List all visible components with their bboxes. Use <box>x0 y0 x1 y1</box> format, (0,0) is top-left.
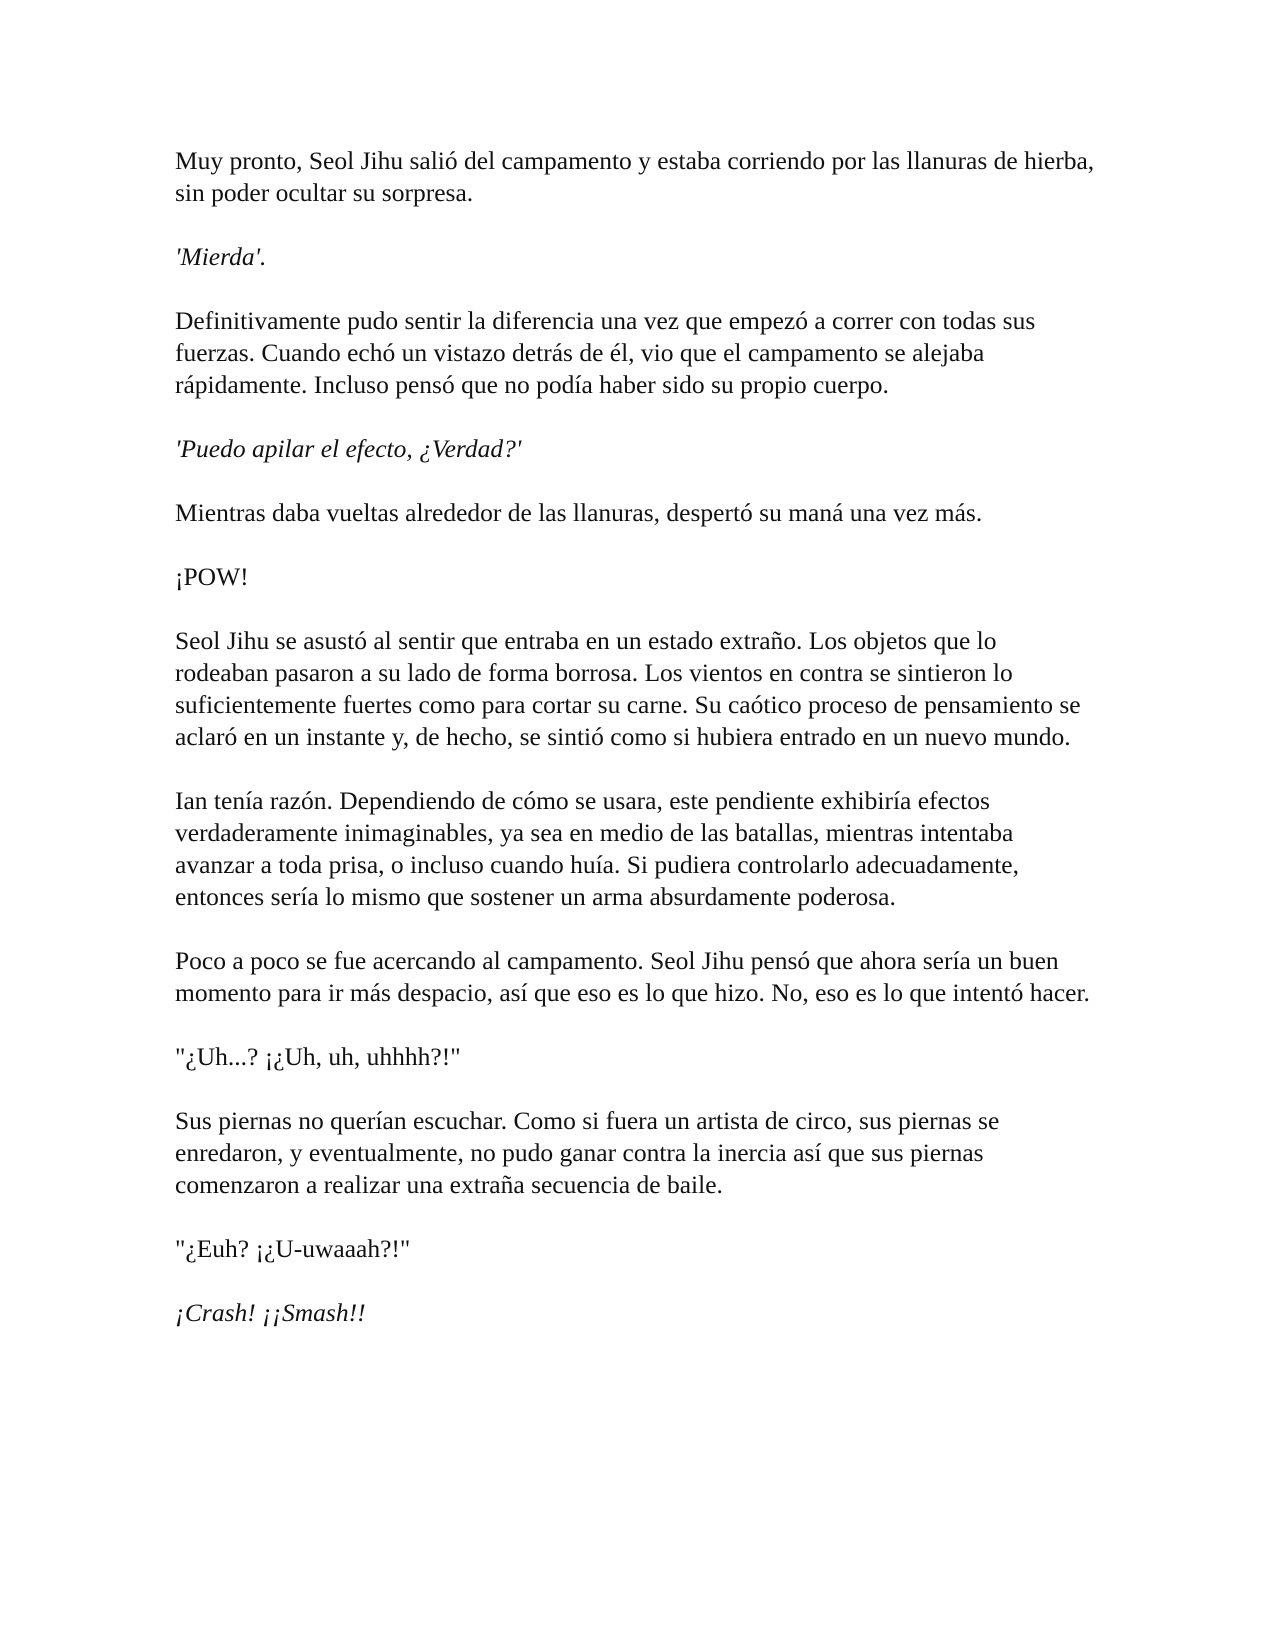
paragraph-2-thought: 'Mierda'. <box>175 242 267 271</box>
paragraph-6-sound: ¡POW! <box>175 562 249 591</box>
paragraph-5: Mientras daba vueltas alrededor de las llanuras, despertó su maná una vez más. <box>175 498 983 527</box>
paragraph-3: Definitivamente pudo sentir la diferencia una vez que empezó a correr con todas sus fuerzas. Cuando echó un vistazo detrás de él, vio que el campamento se alejaba rápidamente. Incluso pensó que no podía haber sido su propio cuerpo. <box>175 306 1036 399</box>
paragraph-11: Sus piernas no querían escuchar. Como si fuera un artista de circo, sus piernas se enredaron, y eventualmente, no pudo ganar contra la inercia así que sus piernas comenzaron a realizar una extraña secuencia de baile. <box>175 1106 1000 1199</box>
body-text <box>175 145 1095 1361</box>
paragraph-1: Muy pronto, Seol Jihu salió del campamento y estaba corriendo por las llanuras de hierba, sin poder ocultar su sorpresa. <box>175 146 1095 207</box>
paragraph-7: Seol Jihu se asustó al sentir que entraba en un estado extraño. Los objetos que lo rodeaban pasaron a su lado de forma borrosa. Los vientos en contra se sintieron lo suficientemente fuertes como para cortar su carne. Su caótico proceso de pensamiento se aclaró en un instante y, de hecho, se sintió como si hubiera entrado en un nuevo mundo. <box>175 626 1081 751</box>
paragraph-4-thought: 'Puedo apilar el efecto, ¿Verdad?' <box>175 434 522 463</box>
paragraph-9: Poco a poco se fue acercando al campamento. Seol Jihu pensó que ahora sería un buen momento para ir más despacio, así que eso es lo que hizo. No, eso es lo que intentó hacer. <box>175 946 1090 1007</box>
paragraph-13-sound: ¡Crash! ¡¡Smash!! <box>175 1298 366 1327</box>
paragraph-8: Ian tenía razón. Dependiendo de cómo se usara, este pendiente exhibiría efectos verdaderamente inimaginables, ya sea en medio de las batallas, mientras intentaba avanzar a toda prisa, o incluso cuando huía. Si pudiera controlarlo adecuadamente, entonces sería lo mismo que sostener un arma absurdamente poderosa. <box>175 786 1020 911</box>
paragraph-12-dialogue: "¿Euh? ¡¿U-uwaaah?!" <box>175 1234 411 1263</box>
paragraph-10-dialogue: "¿Uh...? ¡¿Uh, uh, uhhhh?!" <box>175 1042 461 1071</box>
